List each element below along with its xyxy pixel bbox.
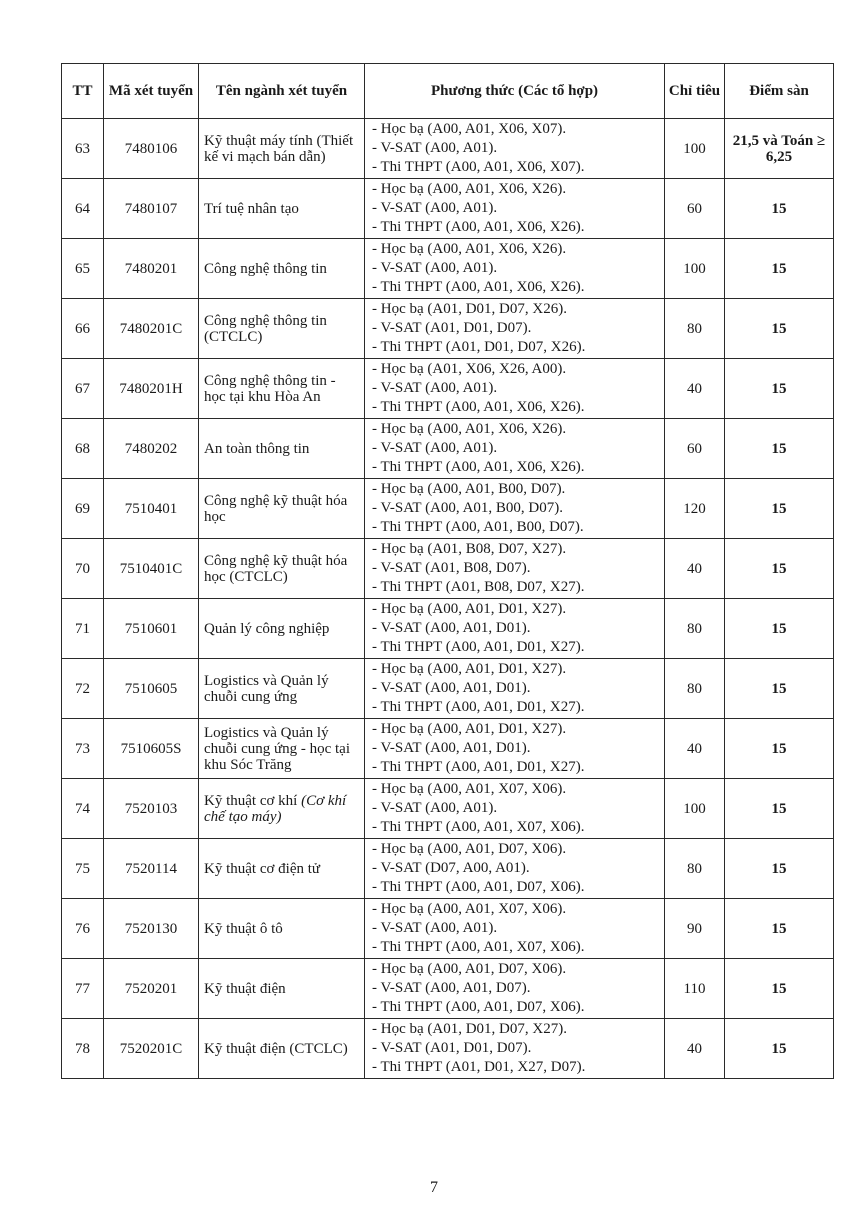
ten-nganh-text: Công nghệ thông tin (CTCLC) (204, 312, 327, 345)
phuong-thuc-line: - V-SAT (A00, A01). (372, 380, 498, 396)
row-chi-tieu: 110 (665, 959, 725, 1019)
row-phuong-thuc (365, 899, 665, 959)
row-phuong-thuc (365, 599, 665, 659)
row-chi-tieu: 100 (665, 119, 725, 179)
row-chi-tieu: 80 (665, 299, 725, 359)
row-tt: 68 (62, 419, 104, 479)
phuong-thuc-line: - Học bạ (A00, A01, D07, X06). (372, 841, 567, 857)
ten-nganh-text: Trí tuệ nhân tạo (204, 200, 299, 217)
ten-nganh-text: Công nghệ kỹ thuật hóa học (204, 492, 348, 525)
row-diem-san: 15 (725, 719, 834, 779)
row-diem-san: 15 (725, 239, 834, 299)
header-phuong-thuc: Phương thức (Các tổ hợp) (365, 64, 665, 119)
ten-nganh-text: Logistics và Quản lý chuỗi cung ứng (204, 672, 329, 705)
row-diem-san: 21,5 và Toán ≥ 6,25 (725, 119, 834, 179)
row-ten-nganh (199, 659, 365, 719)
phuong-thuc-line: - Thi THPT (A00, A01, D07, X06). (372, 999, 585, 1015)
row-diem-san: 15 (725, 839, 834, 899)
row-ten-nganh (199, 419, 365, 479)
row-chi-tieu: 100 (665, 239, 725, 299)
row-tt: 67 (62, 359, 104, 419)
phuong-thuc-line: - Học bạ (A00, A01, B00, D07). (372, 481, 566, 497)
row-chi-tieu: 100 (665, 779, 725, 839)
phuong-thuc-line: - V-SAT (D07, A00, A01). (372, 860, 530, 876)
row-phuong-thuc (365, 359, 665, 419)
row-chi-tieu: 60 (665, 179, 725, 239)
row-tt: 66 (62, 299, 104, 359)
phuong-thuc-line: - Thi THPT (A01, D01, X27, D07). (372, 1059, 586, 1075)
phuong-thuc-line: - V-SAT (A00, A01). (372, 920, 498, 936)
row-ma-xet-tuyen: 7480201C (104, 299, 199, 359)
row-phuong-thuc (365, 719, 665, 779)
phuong-thuc-line: - Thi THPT (A00, A01, X07, X06). (372, 819, 585, 835)
phuong-thuc-line: - V-SAT (A00, A01, D01). (372, 680, 531, 696)
row-chi-tieu: 90 (665, 899, 725, 959)
phuong-thuc-line: - Thi THPT (A00, A01, D01, X27). (372, 759, 585, 775)
row-diem-san: 15 (725, 959, 834, 1019)
row-tt: 69 (62, 479, 104, 539)
table-row (62, 1019, 834, 1079)
ten-nganh-text: Kỹ thuật cơ khí (204, 792, 302, 809)
row-phuong-thuc (365, 659, 665, 719)
row-ten-nganh (199, 719, 365, 779)
phuong-thuc-line: - Học bạ (A01, X06, X26, A00). (372, 361, 567, 377)
table-row (62, 779, 834, 839)
row-phuong-thuc (365, 1019, 665, 1079)
phuong-thuc-line: - V-SAT (A01, D01, D07). (372, 1040, 532, 1056)
page-number: 7 (430, 1179, 438, 1196)
row-ten-nganh (199, 119, 365, 179)
row-chi-tieu: 40 (665, 1019, 725, 1079)
phuong-thuc-line: - V-SAT (A00, A01). (372, 800, 498, 816)
row-tt: 74 (62, 779, 104, 839)
ten-nganh-text: Kỹ thuật điện (204, 980, 286, 997)
row-ma-xet-tuyen: 7510401 (104, 479, 199, 539)
phuong-thuc-line: - Thi THPT (A00, A01, X06, X26). (372, 399, 585, 415)
row-ten-nganh (199, 839, 365, 899)
row-ma-xet-tuyen: 7520201C (104, 1019, 199, 1079)
table-row (62, 239, 834, 299)
row-ten-nganh (199, 779, 365, 839)
row-ten-nganh (199, 959, 365, 1019)
phuong-thuc-line: - V-SAT (A00, A01). (372, 140, 498, 156)
ten-nganh-text: Kỹ thuật điện (CTCLC) (204, 1040, 348, 1057)
header-chi-tieu: Chỉ tiêu (665, 64, 725, 119)
table-row (62, 119, 834, 179)
phuong-thuc-line: - V-SAT (A00, A01). (372, 440, 498, 456)
row-chi-tieu: 120 (665, 479, 725, 539)
row-ten-nganh (199, 179, 365, 239)
phuong-thuc-line: - Thi THPT (A00, A01, X07, X06). (372, 939, 585, 955)
phuong-thuc-line: - Thi THPT (A01, D01, D07, X26). (372, 339, 586, 355)
row-phuong-thuc (365, 539, 665, 599)
row-chi-tieu: 80 (665, 599, 725, 659)
row-ma-xet-tuyen: 7520130 (104, 899, 199, 959)
phuong-thuc-line: - Học bạ (A00, A01, D01, X27). (372, 721, 567, 737)
row-chi-tieu: 40 (665, 539, 725, 599)
row-tt: 71 (62, 599, 104, 659)
row-diem-san: 15 (725, 899, 834, 959)
phuong-thuc-line: - Học bạ (A00, A01, X07, X06). (372, 781, 567, 797)
table-row (62, 419, 834, 479)
row-diem-san: 15 (725, 539, 834, 599)
row-ma-xet-tuyen: 7480106 (104, 119, 199, 179)
phuong-thuc-line: - Thi THPT (A00, A01, D07, X06). (372, 879, 585, 895)
row-chi-tieu: 40 (665, 359, 725, 419)
phuong-thuc-line: - V-SAT (A00, A01, D01). (372, 620, 531, 636)
table-header-row (62, 64, 834, 119)
row-ma-xet-tuyen: 7510605S (104, 719, 199, 779)
header-diem-san: Điểm sàn (725, 64, 834, 119)
phuong-thuc-line: - V-SAT (A00, A01, D07). (372, 980, 531, 996)
phuong-thuc-line: - Thi THPT (A00, A01, B00, D07). (372, 519, 584, 535)
row-phuong-thuc (365, 179, 665, 239)
row-phuong-thuc (365, 239, 665, 299)
phuong-thuc-line: - Thi THPT (A00, A01, X06, X26). (372, 279, 585, 295)
row-ten-nganh (199, 239, 365, 299)
phuong-thuc-line: - Học bạ (A00, A01, X06, X26). (372, 181, 567, 197)
phuong-thuc-line: - Học bạ (A00, A01, D01, X27). (372, 661, 567, 677)
row-diem-san: 15 (725, 1019, 834, 1079)
admission-table (61, 63, 834, 1079)
row-phuong-thuc (365, 959, 665, 1019)
phuong-thuc-line: - Học bạ (A01, D01, D07, X26). (372, 301, 567, 317)
phuong-thuc-line: - Thi THPT (A00, A01, X06, X26). (372, 219, 585, 235)
ten-nganh-note: (Cơ khí chế tạo máy) (204, 792, 347, 825)
phuong-thuc-line: - V-SAT (A00, A01, B00, D07). (372, 500, 563, 516)
ten-nganh-text: Kỹ thuật máy tính (Thiết kế vi mạch bán dẫn) (204, 132, 354, 165)
table-row (62, 539, 834, 599)
row-diem-san: 15 (725, 359, 834, 419)
header-ma-xet-tuyen: Mã xét tuyển (104, 64, 199, 119)
phuong-thuc-line: - V-SAT (A00, A01). (372, 200, 498, 216)
row-chi-tieu: 80 (665, 839, 725, 899)
phuong-thuc-line: - Thi THPT (A00, A01, X06, X07). (372, 159, 585, 175)
row-ma-xet-tuyen: 7480201 (104, 239, 199, 299)
row-phuong-thuc (365, 779, 665, 839)
row-ma-xet-tuyen: 7520201 (104, 959, 199, 1019)
row-tt: 78 (62, 1019, 104, 1079)
row-tt: 64 (62, 179, 104, 239)
table-row (62, 179, 834, 239)
phuong-thuc-line: - V-SAT (A00, A01, D01). (372, 740, 531, 756)
row-phuong-thuc (365, 839, 665, 899)
phuong-thuc-line: - Thi THPT (A00, A01, D01, X27). (372, 699, 585, 715)
phuong-thuc-line: - Học bạ (A00, A01, X06, X26). (372, 241, 567, 257)
table-row (62, 479, 834, 539)
ten-nganh-text: Kỹ thuật ô tô (204, 920, 283, 937)
row-chi-tieu: 80 (665, 659, 725, 719)
row-ma-xet-tuyen: 7510601 (104, 599, 199, 659)
table-row (62, 839, 834, 899)
row-tt: 65 (62, 239, 104, 299)
row-tt: 75 (62, 839, 104, 899)
row-ma-xet-tuyen: 7510605 (104, 659, 199, 719)
row-tt: 63 (62, 119, 104, 179)
phuong-thuc-line: - Học bạ (A01, B08, D07, X27). (372, 541, 567, 557)
row-ma-xet-tuyen: 7520114 (104, 839, 199, 899)
row-ma-xet-tuyen: 7510401C (104, 539, 199, 599)
row-tt: 76 (62, 899, 104, 959)
row-ten-nganh (199, 359, 365, 419)
row-ma-xet-tuyen: 7480202 (104, 419, 199, 479)
row-phuong-thuc (365, 119, 665, 179)
phuong-thuc-line: - V-SAT (A01, B08, D07). (372, 560, 531, 576)
row-ma-xet-tuyen: 7480201H (104, 359, 199, 419)
table-row (62, 899, 834, 959)
row-ten-nganh (199, 299, 365, 359)
header-ten-nganh: Tên ngành xét tuyển (199, 64, 365, 119)
phuong-thuc-line: - Học bạ (A00, A01, X06, X26). (372, 421, 567, 437)
ten-nganh-text: Công nghệ kỹ thuật hóa học (CTCLC) (204, 552, 348, 585)
table-row (62, 719, 834, 779)
row-diem-san: 15 (725, 299, 834, 359)
row-tt: 70 (62, 539, 104, 599)
phuong-thuc-line: - Học bạ (A01, D01, D07, X27). (372, 1021, 567, 1037)
row-phuong-thuc (365, 419, 665, 479)
table-row (62, 959, 834, 1019)
table-row (62, 299, 834, 359)
ten-nganh-text: Công nghệ thông tin - học tại khu Hòa An (204, 372, 336, 405)
row-tt: 77 (62, 959, 104, 1019)
phuong-thuc-line: - V-SAT (A00, A01). (372, 260, 498, 276)
row-chi-tieu: 60 (665, 419, 725, 479)
phuong-thuc-line: - V-SAT (A01, D01, D07). (372, 320, 532, 336)
row-ma-xet-tuyen: 7520103 (104, 779, 199, 839)
header-tt: TT (62, 64, 104, 119)
row-ten-nganh (199, 479, 365, 539)
row-tt: 72 (62, 659, 104, 719)
row-diem-san: 15 (725, 599, 834, 659)
ten-nganh-text: Quản lý công nghiệp (204, 620, 330, 637)
phuong-thuc-line: - Học bạ (A00, A01, X06, X07). (372, 121, 567, 137)
ten-nganh-text: An toàn thông tin (204, 440, 310, 457)
row-phuong-thuc (365, 299, 665, 359)
row-phuong-thuc (365, 479, 665, 539)
row-diem-san: 15 (725, 779, 834, 839)
ten-nganh-text: Kỹ thuật cơ điện tử (204, 860, 321, 877)
phuong-thuc-line: - Thi THPT (A01, B08, D07, X27). (372, 579, 585, 595)
row-ten-nganh (199, 539, 365, 599)
phuong-thuc-line: - Học bạ (A00, A01, D01, X27). (372, 601, 567, 617)
row-diem-san: 15 (725, 479, 834, 539)
row-ten-nganh (199, 1019, 365, 1079)
row-chi-tieu: 40 (665, 719, 725, 779)
row-ten-nganh (199, 899, 365, 959)
phuong-thuc-line: - Thi THPT (A00, A01, X06, X26). (372, 459, 585, 475)
table-row (62, 659, 834, 719)
row-ma-xet-tuyen: 7480107 (104, 179, 199, 239)
row-tt: 73 (62, 719, 104, 779)
phuong-thuc-line: - Thi THPT (A00, A01, D01, X27). (372, 639, 585, 655)
row-diem-san: 15 (725, 179, 834, 239)
phuong-thuc-line: - Học bạ (A00, A01, X07, X06). (372, 901, 567, 917)
phuong-thuc-line: - Học bạ (A00, A01, D07, X06). (372, 961, 567, 977)
ten-nganh-text: Công nghệ thông tin (204, 260, 327, 277)
ten-nganh-text: Logistics và Quản lý chuỗi cung ứng - học tại khu Sóc Trăng (204, 724, 351, 773)
table-row (62, 599, 834, 659)
row-diem-san: 15 (725, 659, 834, 719)
row-ten-nganh (199, 599, 365, 659)
table-row (62, 359, 834, 419)
row-diem-san: 15 (725, 419, 834, 479)
